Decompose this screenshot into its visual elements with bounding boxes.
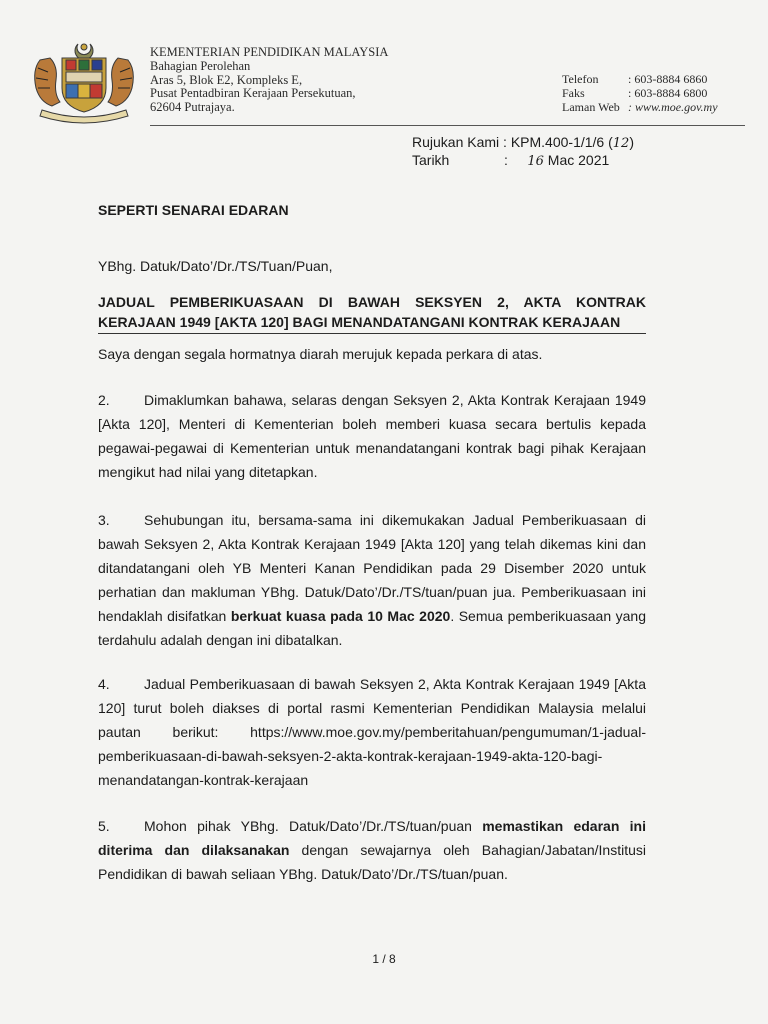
address-line-3: 62604 Putrajaya. xyxy=(150,100,235,115)
paragraph-3-text-b: . Semua pemberikuasaan yang terdahulu adalah dengan ini dibatalkan. xyxy=(98,608,646,648)
address-line-2: Pusat Pentadbiran Kerajaan Persekutuan, xyxy=(150,86,356,101)
paragraph-5-text-b: dengan sewajarnya oleh Bahagian/Jabatan/Institusi Pendidikan di bawah seliaan YBhg. Datuk/Dato’/Dr./TS/tuan/puan. xyxy=(98,842,646,882)
telefon-label: Telefon xyxy=(562,72,599,86)
rujukan-value: : KPM.400-1/1/6 ( xyxy=(503,134,613,150)
paragraph-3-bold: berkuat kuasa pada 10 Mac 2020 xyxy=(230,608,451,624)
tarikh-day-handwritten: 16 xyxy=(527,154,544,169)
telefon-value: : 603-8884 6860 xyxy=(628,72,708,86)
web-label: Laman Web xyxy=(562,100,620,114)
salutation: YBhg. Datuk/Dato’/Dr./TS/Tuan/Puan, xyxy=(98,258,333,274)
rujukan-handwritten: 12 xyxy=(612,136,630,151)
subject-heading: JADUAL PEMBERIKUASAAN DI BAWAH SEKSYEN 2, AKTA KONTRAK KERAJAAN 1949 [AKTA 120] BAGI MENANDATANGANI KONTRAK KERAJAAN xyxy=(98,294,646,330)
paragraph-2-text: Dimaklumkan bahawa, selaras dengan Seksyen 2, Akta Kontrak Kerajaan 1949 [Akta 120], Menteri di Kementerian boleh memberi kuasa secara bertulis kepada pegawai-pegawai di Kementerian untuk menandatangani kontrak bagi pihak Kerajaan mengikut had nilai yang ditetapkan. xyxy=(98,392,646,480)
coat-of-arms-logo xyxy=(26,38,142,124)
paragraph-3 xyxy=(98,508,646,652)
address-line-1: Aras 5, Blok E2, Kompleks E, xyxy=(150,72,303,87)
rujukan-close: ) xyxy=(629,134,634,150)
letterhead-divider xyxy=(150,125,745,126)
reference-block xyxy=(412,134,634,170)
division-name: Bahagian Perolehan xyxy=(150,58,251,73)
subject-underline xyxy=(98,333,646,334)
recipient: SEPERTI SENARAI EDARAN xyxy=(98,202,289,218)
faks-label: Faks xyxy=(562,86,585,100)
paragraph-2-number: 2. xyxy=(98,392,110,408)
ministry-name: KEMENTERIAN PENDIDIKAN MALAYSIA xyxy=(150,45,389,59)
letterhead-address xyxy=(150,46,388,115)
paragraph-3-number: 3. xyxy=(98,512,110,528)
rujukan-label: Rujukan Kami xyxy=(412,134,500,150)
paragraph-5-number: 5. xyxy=(98,818,110,834)
letterhead-contact xyxy=(562,72,718,114)
paragraph-4-number: 4. xyxy=(98,676,110,692)
tarikh-label: Tarikh xyxy=(412,152,450,168)
paragraph-4-text: Jadual Pemberikuasaan di bawah Seksyen 2, Akta Kontrak Kerajaan 1949 [Akta 120] turut boleh diakses di portal rasmi Kementerian Pendidikan Malaysia melalui pautan berikut: https://www.moe.gov.my/pemberitahuan/pengumuman/1-jadual-pemberikuasaan-di-bawah-seksyen-2-akta-kontrak-kerajaan-1949-akta-120-bagi-menandatangan-kontrak-kerajaan xyxy=(98,676,646,788)
page-number: 1 / 8 xyxy=(372,952,396,966)
tarikh-colon: : xyxy=(504,152,508,168)
paragraph-4 xyxy=(98,672,646,792)
web-link[interactable]: : www.moe.gov.my xyxy=(628,100,718,114)
paragraph-5 xyxy=(98,814,646,886)
paragraph-5-text-a: Mohon pihak YBhg. Datuk/Dato’/Dr./TS/tuan/puan xyxy=(144,818,483,834)
intro-paragraph: Saya dengan segala hormatnya diarah merujuk kepada perkara di atas. xyxy=(98,346,543,362)
paragraph-5-bold: memastikan edaran ini diterima dan dilaksanakan xyxy=(98,818,647,858)
faks-value: : 603-8884 6800 xyxy=(628,86,708,100)
paragraph-3-text-a: Sehubungan itu, bersama-sama ini dikemukakan Jadual Pemberikuasaan di bawah Seksyen 2, Akta Kontrak Kerajaan 1949 [Akta 120] yang telah dikemas kini dan ditandatangani oleh YB Menteri Kanan Pendidikan pada 29 Disember 2020 untuk perhatian dan makluman YBhg. Datuk/Dato’/Dr./TS/tuan/puan jua. Pemberikuasaan ini hendaklah disifatkan xyxy=(98,512,646,624)
tarikh-month: Mac 2021 xyxy=(547,152,610,168)
paragraph-2 xyxy=(98,388,646,484)
